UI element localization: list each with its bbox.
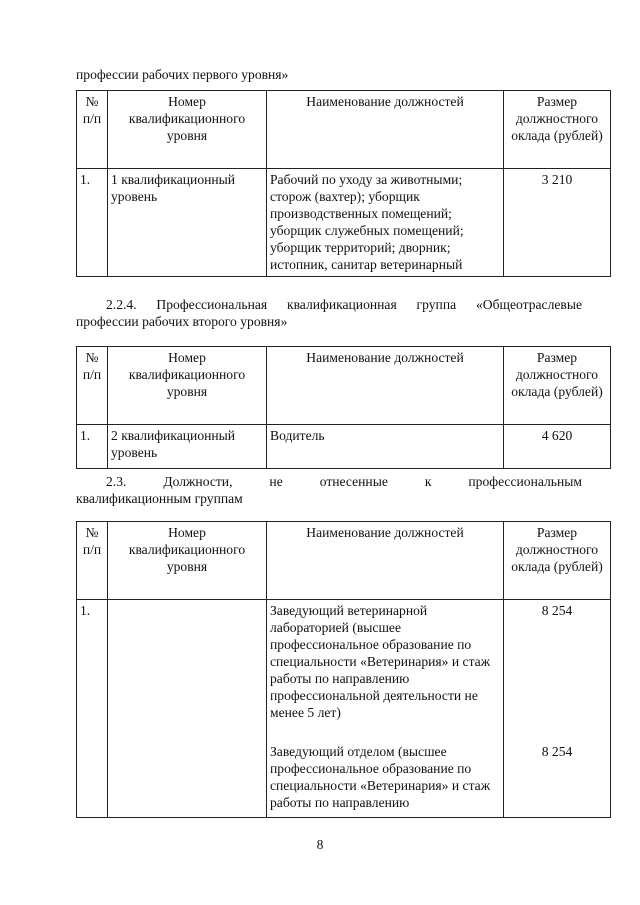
row-salary [504, 600, 611, 818]
table-row [77, 600, 611, 818]
header-num: № п/п [77, 522, 108, 600]
row-num: 1. [77, 169, 108, 277]
table-header-row [77, 91, 611, 169]
header-salary: Размер должностного оклада (рублей) [504, 91, 611, 169]
header-positions: Наименование должностей [267, 347, 504, 425]
row-positions: Рабочий по уходу за животными; сторож (вахтер); уборщик производственных помещений; уборщик служебных помещений; уборщик территорий; дворник; истопник, санитар ветеринарный [267, 169, 504, 277]
table-1 [76, 90, 611, 277]
section-23-line1: 2.3. Должности, не отнесенные к профессиональным [106, 474, 582, 489]
table-3 [76, 521, 611, 818]
position-2: Заведующий отделом (высшее профессиональное образование по специальности «Ветеринария» и стаж работы по направлению [270, 744, 491, 810]
header-level: Номер квалификационного уровня [108, 347, 267, 425]
table-2 [76, 346, 611, 469]
table-row [77, 425, 611, 469]
salary-1: 8 254 [541, 603, 573, 618]
header-salary: Размер должностного оклада (рублей) [504, 522, 611, 600]
section-23-line2: квалификационным группам [76, 491, 243, 506]
table-header-row [77, 522, 611, 600]
page-number: 8 [316, 837, 324, 852]
row-num: 1. [77, 425, 108, 469]
row-num: 1. [77, 600, 108, 818]
row-level [108, 600, 267, 818]
section-224-line2: профессии рабочих второго уровня» [76, 314, 288, 329]
header-positions: Наименование должностей [267, 91, 504, 169]
header-num: № п/п [77, 91, 108, 169]
row-salary: 4 620 [504, 425, 611, 469]
table-row [77, 169, 611, 277]
row-positions [267, 600, 504, 818]
header-salary: Размер должностного оклада (рублей) [504, 347, 611, 425]
header-level: Номер квалификационного уровня [108, 522, 267, 600]
intro-line: профессии рабочих первого уровня» [76, 67, 289, 82]
section-224-line1: 2.2.4. Профессиональная квалификационная группа «Общеотраслевые [106, 297, 582, 312]
row-positions: Водитель [267, 425, 504, 469]
header-num: № п/п [77, 347, 108, 425]
header-level: Номер квалификационного уровня [108, 91, 267, 169]
row-level: 1 квалификационный уровень [108, 169, 267, 277]
row-level: 2 квалификационный уровень [108, 425, 267, 469]
position-1: Заведующий ветеринарной лабораторией (высшее профессиональное образование по специальности «Ветеринария» и стаж работы по направлению профессиональной деятельности не менее 5 лет) [270, 603, 491, 720]
row-salary: 3 210 [504, 169, 611, 277]
salary-2: 8 254 [541, 744, 573, 759]
table-header-row [77, 347, 611, 425]
header-positions: Наименование должностей [267, 522, 504, 600]
